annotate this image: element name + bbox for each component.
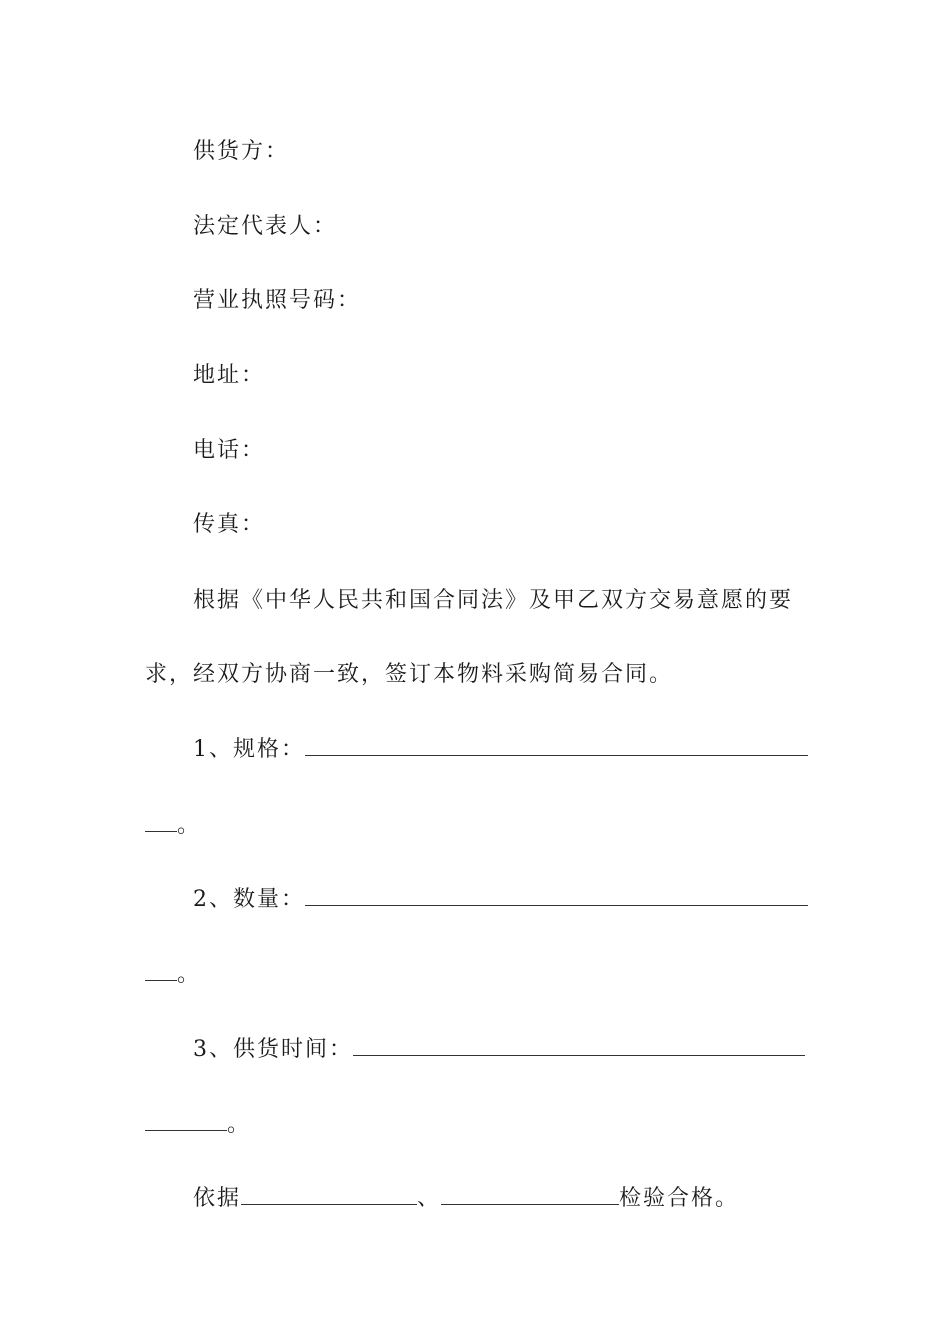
qty-clause-cont (145, 958, 201, 990)
qty-end-mark: 。 (177, 962, 202, 987)
spec-label: 1、规格： (193, 737, 305, 762)
supplier-label: 供货方： (193, 139, 290, 164)
legal-rep-label: 法定代表人： (193, 214, 338, 239)
spec-blank-cont (145, 809, 177, 832)
time-clause (193, 1033, 805, 1065)
preamble-line-2: 求，经双方协商一致，签订本物料采购简易合同。 (145, 662, 674, 687)
qty-clause (193, 883, 808, 915)
time-end-mark: 。 (227, 1112, 252, 1137)
inspection-prefix: 依据 (193, 1186, 242, 1211)
inspection-blank-1 (241, 1182, 417, 1205)
time-clause-cont (145, 1108, 251, 1140)
qty-blank (305, 883, 808, 906)
inspection-blank-2 (441, 1182, 619, 1205)
inspection-line (193, 1182, 739, 1214)
spec-clause-cont (145, 809, 201, 841)
time-label: 3、供货时间： (193, 1037, 353, 1062)
address-label: 地址： (193, 363, 266, 388)
spec-end-mark: 。 (177, 813, 202, 838)
fax-label: 传真： (193, 512, 266, 537)
inspection-suffix: 检验合格。 (619, 1186, 740, 1211)
time-blank-cont (145, 1108, 227, 1131)
qty-blank-cont (145, 958, 177, 981)
qty-label: 2、数量： (193, 887, 305, 912)
inspection-sep: 、 (417, 1186, 442, 1211)
spec-clause (193, 733, 808, 765)
phone-label: 电话： (193, 438, 266, 463)
spec-blank (305, 733, 808, 756)
time-blank (353, 1033, 805, 1056)
license-no-label: 营业执照号码： (193, 288, 362, 313)
preamble-line-1: 根据《中华人民共和国合同法》及甲乙双方交易意愿的要 (193, 588, 794, 613)
